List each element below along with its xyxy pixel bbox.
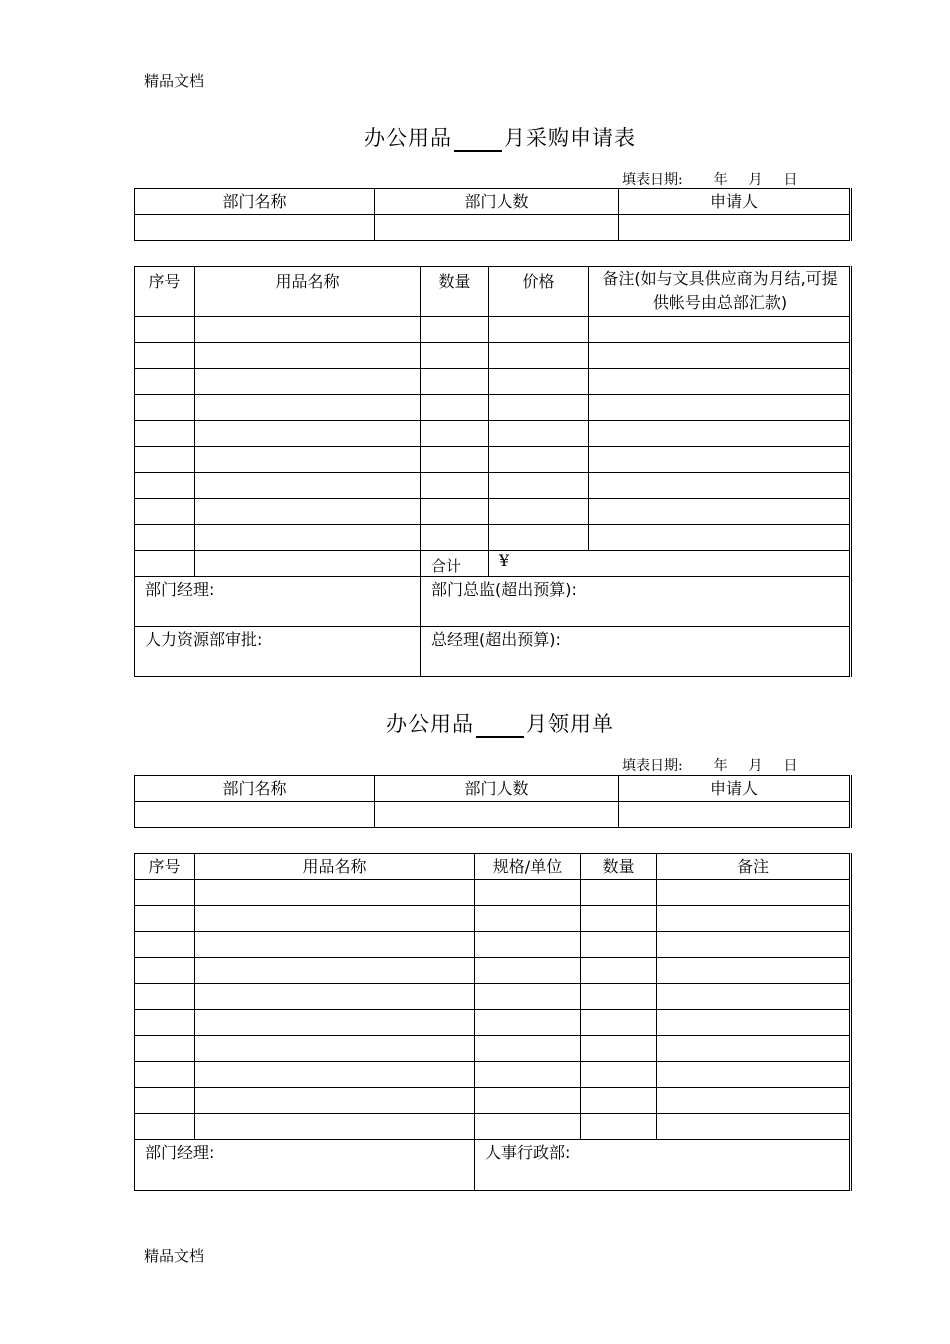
form1-cell[interactable]	[421, 317, 489, 343]
form1-cell[interactable]	[135, 473, 195, 499]
form1-cell[interactable]	[421, 369, 489, 395]
form2-header-remark: 备注	[657, 854, 851, 880]
form2-cell[interactable]	[475, 1114, 581, 1140]
table-row	[135, 525, 851, 551]
form2-info-cell-dept[interactable]	[135, 802, 375, 828]
form2-cell[interactable]	[195, 1114, 475, 1140]
form2-cell[interactable]	[657, 1062, 851, 1088]
form1-date-line	[622, 169, 797, 189]
form2-cell[interactable]	[475, 958, 581, 984]
form2-sign-row	[135, 1140, 851, 1191]
form1-cell[interactable]	[135, 395, 195, 421]
form2-cell[interactable]	[657, 958, 851, 984]
footer-mark: 精品文档	[144, 1247, 205, 1265]
form1-date-year: 年	[713, 172, 728, 188]
form1-header-price: 价格	[489, 267, 589, 317]
form1-cell[interactable]	[135, 499, 195, 525]
form2-cell[interactable]	[135, 906, 195, 932]
form1-cell[interactable]	[421, 525, 489, 551]
form2-cell[interactable]	[135, 1036, 195, 1062]
form1-cell[interactable]	[195, 317, 421, 343]
form2-info-header-dept: 部门名称	[135, 776, 375, 802]
form1-sign-hr[interactable]: 人力资源部审批:	[135, 627, 421, 677]
form1-cell[interactable]	[589, 369, 851, 395]
form1-date-month: 月	[748, 172, 763, 188]
form2-cell[interactable]	[581, 880, 657, 906]
form2-cell[interactable]	[475, 1036, 581, 1062]
form1-cell[interactable]	[589, 421, 851, 447]
form2-cell[interactable]	[195, 1062, 475, 1088]
table-row	[135, 906, 851, 932]
table-row	[135, 984, 851, 1010]
form1-header-remark: 备注(如与文具供应商为月结,可提供帐号由总部汇款)	[589, 267, 851, 317]
table-row	[135, 1088, 851, 1114]
form2-title	[0, 708, 950, 738]
form1-header-qty: 数量	[421, 267, 489, 317]
form1-cell[interactable]	[421, 473, 489, 499]
form1-cell[interactable]	[195, 525, 421, 551]
form2-date-month: 月	[748, 758, 763, 774]
form1-cell[interactable]	[135, 343, 195, 369]
form1-sign-dept-manager[interactable]: 部门经理:	[135, 577, 421, 627]
form2-cell[interactable]	[135, 932, 195, 958]
table-row	[135, 395, 851, 421]
form1-cell[interactable]	[135, 421, 195, 447]
form2-cell[interactable]	[657, 906, 851, 932]
form2-info-cell-applicant[interactable]	[619, 802, 851, 828]
table-row	[135, 1036, 851, 1062]
form2-cell[interactable]	[657, 984, 851, 1010]
form1-cell[interactable]	[421, 499, 489, 525]
form1-cell[interactable]	[489, 473, 589, 499]
form1-info-table	[134, 188, 852, 241]
form1-cell[interactable]	[135, 317, 195, 343]
form2-cell[interactable]	[195, 932, 475, 958]
form2-cell[interactable]	[195, 984, 475, 1010]
form1-cell[interactable]	[135, 447, 195, 473]
form1-cell[interactable]	[195, 395, 421, 421]
form1-info-header-applicant: 申请人	[619, 189, 851, 215]
form2-cell[interactable]	[475, 880, 581, 906]
form1-cell[interactable]	[489, 525, 589, 551]
form1-title-left: 办公用品	[364, 126, 452, 150]
form2-cell[interactable]	[475, 1010, 581, 1036]
form1-total-label: 合计	[421, 551, 489, 577]
form1-cell[interactable]	[589, 525, 851, 551]
form1-cell[interactable]	[421, 421, 489, 447]
table-row	[135, 1114, 851, 1140]
form1-cell[interactable]	[589, 447, 851, 473]
form2-cell[interactable]	[195, 1010, 475, 1036]
form2-header-qty: 数量	[581, 854, 657, 880]
table-row	[135, 343, 851, 369]
form2-cell[interactable]	[581, 932, 657, 958]
table-row	[135, 1010, 851, 1036]
form2-cell[interactable]	[657, 1010, 851, 1036]
form1-cell[interactable]	[195, 499, 421, 525]
form1-cell[interactable]	[135, 369, 195, 395]
form2-date-day: 日	[783, 758, 798, 774]
form1-cell[interactable]	[135, 525, 195, 551]
form2-cell[interactable]	[135, 1062, 195, 1088]
form2-cell[interactable]	[475, 906, 581, 932]
form1-cell[interactable]	[489, 317, 589, 343]
form2-cell[interactable]	[657, 880, 851, 906]
form1-info-header-dept: 部门名称	[135, 189, 375, 215]
table-row	[135, 499, 851, 525]
form2-cell[interactable]	[475, 1088, 581, 1114]
form2-header-spec: 规格/单位	[475, 854, 581, 880]
form2-cell[interactable]	[581, 1114, 657, 1140]
form1-total-value[interactable]	[489, 551, 851, 577]
form2-title-right: 月领用单	[526, 712, 614, 736]
form2-cell[interactable]	[135, 880, 195, 906]
form2-cell[interactable]	[581, 1010, 657, 1036]
form2-cell[interactable]	[195, 906, 475, 932]
form1-title-right: 月采购申请表	[504, 126, 636, 150]
form2-cell[interactable]	[475, 984, 581, 1010]
form2-month-blank[interactable]	[476, 716, 524, 738]
form1-cell	[135, 551, 195, 577]
header-mark: 精品文档	[144, 72, 205, 90]
form1-date-day: 日	[783, 172, 798, 188]
table-row	[135, 958, 851, 984]
form2-sign-dept-manager[interactable]: 部门经理:	[135, 1140, 475, 1191]
form1-item-table	[134, 266, 852, 677]
form1-cell[interactable]	[195, 369, 421, 395]
form2-cell[interactable]	[135, 984, 195, 1010]
form1-info-cell-applicant[interactable]	[619, 215, 851, 241]
form2-cell[interactable]	[195, 958, 475, 984]
form2-cell[interactable]	[581, 1088, 657, 1114]
form1-cell[interactable]	[489, 447, 589, 473]
form2-cell[interactable]	[581, 906, 657, 932]
form2-date-line	[622, 755, 797, 775]
table-row	[135, 317, 851, 343]
form1-sign-row-1	[135, 577, 851, 627]
form2-cell[interactable]	[195, 880, 475, 906]
table-row	[135, 880, 851, 906]
form2-info-header-applicant: 申请人	[619, 776, 851, 802]
form2-cell[interactable]	[581, 1036, 657, 1062]
form1-cell[interactable]	[489, 395, 589, 421]
form1-cell[interactable]	[489, 421, 589, 447]
form1-cell[interactable]	[489, 343, 589, 369]
form1-month-blank[interactable]	[454, 130, 502, 152]
form2-cell[interactable]	[657, 1114, 851, 1140]
form1-total-row	[135, 551, 851, 577]
form1-cell[interactable]	[195, 473, 421, 499]
table-row	[135, 932, 851, 958]
form2-cell[interactable]	[581, 984, 657, 1010]
form2-cell[interactable]	[475, 1062, 581, 1088]
form1-sign-row-2	[135, 627, 851, 677]
table-row	[135, 421, 851, 447]
form2-title-left: 办公用品	[386, 712, 474, 736]
form1-cell[interactable]	[589, 473, 851, 499]
form1-info-header-count: 部门人数	[375, 189, 619, 215]
form2-cell[interactable]	[135, 1114, 195, 1140]
form2-cell[interactable]	[657, 1088, 851, 1114]
form1-cell[interactable]	[195, 343, 421, 369]
table-row	[135, 1062, 851, 1088]
form2-cell[interactable]	[581, 1062, 657, 1088]
form1-cell[interactable]	[489, 369, 589, 395]
form2-info-table	[134, 775, 852, 828]
table-row	[135, 447, 851, 473]
form2-cell[interactable]	[657, 1036, 851, 1062]
form2-item-table	[134, 853, 852, 1191]
form1-info-cell-dept[interactable]	[135, 215, 375, 241]
form1-sign-dept-director[interactable]: 部门总监(超出预算):	[421, 577, 851, 627]
form2-cell[interactable]	[195, 1036, 475, 1062]
form1-cell[interactable]	[589, 317, 851, 343]
form1-cell[interactable]	[421, 447, 489, 473]
form2-cell[interactable]	[475, 932, 581, 958]
form2-cell[interactable]	[195, 1088, 475, 1114]
form1-date-label: 填表日期:	[622, 172, 683, 188]
form2-cell[interactable]	[135, 1088, 195, 1114]
form1-cell[interactable]	[195, 421, 421, 447]
form2-date-label: 填表日期:	[622, 758, 683, 774]
form2-cell[interactable]	[135, 958, 195, 984]
table-row	[135, 369, 851, 395]
form2-sign-admin[interactable]: 人事行政部:	[475, 1140, 851, 1191]
form1-cell[interactable]	[589, 499, 851, 525]
table-row	[135, 473, 851, 499]
form2-cell[interactable]	[135, 1010, 195, 1036]
form2-info-cell-count[interactable]	[375, 802, 619, 828]
form1-cell[interactable]	[589, 343, 851, 369]
form1-currency-symbol: ¥	[499, 551, 510, 570]
form2-header-seq: 序号	[135, 854, 195, 880]
form1-title	[0, 122, 950, 152]
form2-header-name: 用品名称	[195, 854, 475, 880]
form2-info-header-count: 部门人数	[375, 776, 619, 802]
form1-cell[interactable]	[195, 447, 421, 473]
form1-cell	[195, 551, 421, 577]
form1-sign-gm[interactable]: 总经理(超出预算):	[421, 627, 851, 677]
form2-cell[interactable]	[581, 958, 657, 984]
form1-header-name: 用品名称	[195, 267, 421, 317]
form1-cell[interactable]	[489, 499, 589, 525]
form1-cell[interactable]	[421, 343, 489, 369]
form2-date-year: 年	[713, 758, 728, 774]
form1-header-seq: 序号	[135, 267, 195, 317]
form1-cell[interactable]	[421, 395, 489, 421]
form2-cell[interactable]	[657, 932, 851, 958]
form1-info-cell-count[interactable]	[375, 215, 619, 241]
form1-cell[interactable]	[589, 395, 851, 421]
